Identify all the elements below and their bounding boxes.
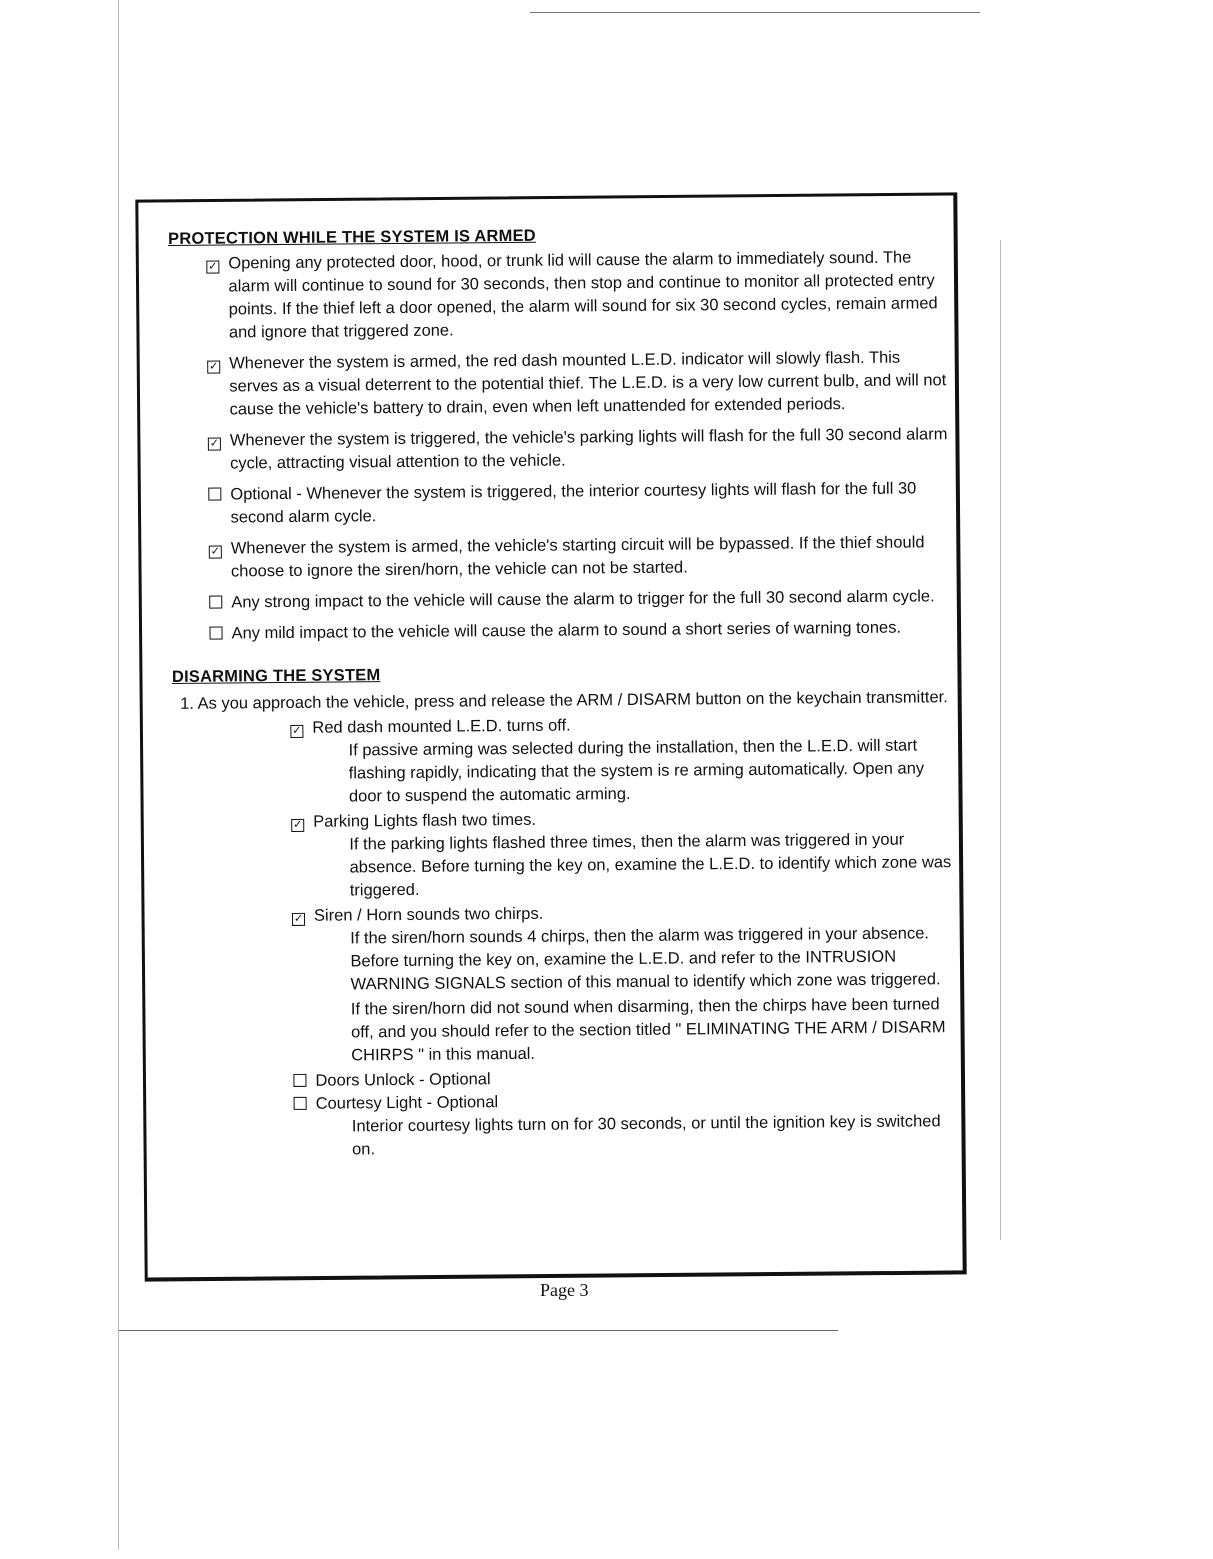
disarm-step-1: 1. As you approach the vehicle, press and release the ARM / DISARM button on the keychain transmitter. — [180, 688, 948, 713]
checkbox-icon — [209, 596, 222, 609]
scan-edge-line — [118, 0, 119, 1550]
checkbox-icon: ✓ — [210, 545, 220, 558]
disarm-item-led: ✓ Red dash mounted L.E.D. turns off. — [292, 716, 571, 737]
protection-item: ✓ Whenever the system is triggered, the vehicle's parking lights will flash for the full 30 second alarm cycle, attracting visual attention to the vehicle. — [209, 425, 948, 473]
scan-edge-line — [118, 1330, 838, 1331]
checkbox-icon — [209, 627, 222, 640]
checkbox-icon: ✓ — [293, 818, 303, 831]
protection-item: ✓ Opening any protected door, hood, or trunk lid will cause the alarm to immediately sound. The alarm will continue to sound for 30 seconds, then stop and continue to monitor all protected entry points. If the thief left a door opened, the alarm will sound for six 30 second cycles, remain armed and ignore that triggered zone. — [208, 248, 938, 342]
disarm-note-parking-lights: If the parking lights flashed three times, then the alarm was triggered in your absence. Before turning the key on, examine the L.E.D. to identify which zone was triggered. — [349, 830, 952, 900]
disarm-note-siren-chirps: If the siren/horn sounds 4 chirps, then the alarm was triggered in your absence. Before turning the key on, examine the L.E.D. and refer to the INTRUSION WARNING SIGNALS section of this manual to identify which zone was triggered. — [350, 924, 941, 994]
checkbox-icon: ✓ — [209, 360, 219, 373]
checkbox-icon — [208, 488, 221, 501]
section-heading-disarming: DISARMING THE SYSTEM — [171, 666, 381, 686]
checkbox-icon — [293, 1074, 306, 1087]
protection-item: ✓ Whenever the system is armed, the red dash mounted L.E.D. indicator will slowly flash. This serves as a visual deterrent to the potential thief. The L.E.D. is a very low current bulb, and will not cause the vehicle's battery to drain, even when left unattended for extended periods. — [209, 348, 947, 419]
disarm-item-courtesy: Courtesy Light - Optional — [176, 1087, 954, 1117]
protection-item: Any strong impact to the vehicle will cause the alarm to trigger for the full 30 second alarm cycle. — [171, 585, 949, 615]
disarm-note-courtesy: Interior courtesy lights turn on for 30 seconds, or until the ignition key is switched on. — [351, 1112, 941, 1159]
protection-item: Optional - Whenever the system is triggered, the interior courtesy lights will flash for the full 30 second alarm cycle. — [170, 477, 948, 530]
disarm-note-siren-off: If the siren/horn did not sound when disarming, then the chirps have been turned off, and you should refer to the section titled " ELIMINATING THE ARM / DISARM CHIRPS " in this manual. — [350, 995, 946, 1065]
disarm-item-siren: ✓ Siren / Horn sounds two chirps. — [293, 904, 544, 925]
manual-content — [168, 221, 954, 1165]
scan-edge-line — [1000, 240, 1001, 1240]
disarm-note-led: If passive arming was selected during the installation, then the L.E.D. will start flashing rapidly, indicating that the system is re arming automatically. Open any door to suspend the automatic arming. — [348, 736, 925, 806]
scan-edge-line — [530, 12, 980, 13]
disarm-item-parking-lights: ✓ Parking Lights flash two times. — [293, 810, 537, 831]
disarm-item-doors: Doors Unlock - Optional — [175, 1064, 953, 1094]
checkbox-icon: ✓ — [293, 912, 304, 925]
checkbox-icon: ✓ — [209, 437, 220, 450]
protection-item: Any mild impact to the vehicle will cause the alarm to sound a short series of warning tones. — [171, 616, 949, 646]
checkbox-icon: ✓ — [208, 260, 218, 273]
section-heading-protection: PROTECTION WHILE THE SYSTEM IS ARMED — [168, 226, 536, 248]
page-number: Page 3 — [540, 1280, 589, 1300]
checkbox-icon — [294, 1097, 307, 1110]
checkbox-icon: ✓ — [292, 724, 302, 737]
protection-list — [168, 246, 949, 646]
protection-item: ✓ Whenever the system is armed, the vehicle's starting circuit will be bypassed. If the thief should choose to ignore the siren/horn, the vehicle can not be started. — [210, 533, 925, 581]
